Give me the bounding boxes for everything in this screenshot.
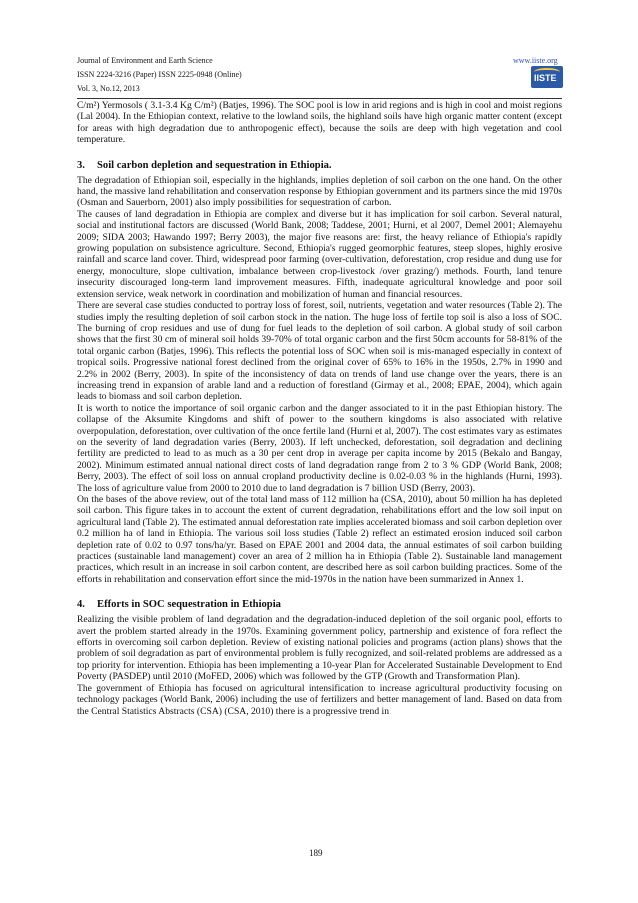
journal-name: Journal of Environment and Earth Science [77, 56, 213, 65]
paragraph: The causes of land degradation in Ethiopia are complex and diverse but it has implication for soil carbon. Several natural, social and institutional factors are discussed (World Bank, 2008; Taddese, 2001; Hurni, et al 2007, Demel 2001; Alemayehu 2009; SIDA 2003; Hawando 1997; Berry 2003), the major five reasons are: first, the heavy reliance of Ethiopia's rapidly growing population on subsistence agriculture. Second, Ethiopia's rugged geomorphic features, steep slopes, highly erosive rainfall and scarce land cover. Third, widespread poor farming (over-cultivation, deforestation, crop residue and dung use for energy, monoculture, slope cultivation, imbalance between crop-livestock /over grazing/) methods. Fourth, land tenure insecurity discouraged long-term land improvement measures. Fifth, inadequate agricultural knowledge and poor soil extension service, weak network in coordination and mobilization of human and financial resources. [77, 208, 562, 300]
section-number: 4. [77, 599, 85, 611]
journal-issn: ISSN 2224-3216 (Paper) ISSN 2225-0948 (Online) [77, 70, 242, 79]
paragraph: The government of Ethiopia has focused on agricultural intensification to increase agricultural productivity focusing on technology packages (World Bank, 2006) including the use of fertilizers and better management of land. Based on data from the Central Statistics Abstracts (CSA) (CSA, 2010) there is a progressive trend in [77, 682, 562, 717]
logo-text: IISTE [534, 73, 557, 83]
paragraph: The degradation of Ethiopian soil, especially in the highlands, implies depletion of soil carbon on the one hand. On the other hand, the massive land rehabilitation and conservation response by Ethiopian government and its partners since the mid 1970s (Osman and Sauerborn, 2001) also imply possibilities for sequestration of carbon. [77, 174, 562, 209]
iiste-logo [531, 66, 563, 88]
section-title: Soil carbon depletion and sequestration in Ethiopia. [97, 159, 332, 171]
journal-website-link[interactable]: www.iiste.org [513, 56, 558, 65]
section-title: Efforts in SOC sequestration in Ethiopia [97, 599, 281, 611]
article-body [77, 100, 562, 717]
paragraph: On the bases of the above review, out of the total land mass of 112 million ha (CSA, 2010), about 50 million ha has depleted soil carbon. This figure takes in to account the extent of current degradation, rehabilitations effort and the low soil input on agricultural land (Table 2). The estimated annual deforestation rate implies accelerated biomass and soil carbon depletion over 0.2 million ha of land in Ethiopia. The various soil loss studies (Table 2) reflect an estimated erosion induced soil carbon depletion rate of 0.02 to 0.97 tons/ha/yr. Based on EPAE 2001 and 2004 data, the annual estimates of soil carbon building practices (sustainable land management) cover an area of 2 million ha in Ethiopia (Table 2). Sustainable land management practices, which result in an increase in soil carbon content, are described here as soil carbon building practices. Some of the efforts in rehabilitation and conservation effort since the mid-1970s in the nation have been summarized in Annex 1. [77, 494, 562, 585]
paragraph: Realizing the visible problem of land degradation and the degradation-induced depletion of the soil organic pool, efforts to avert the problem started already in the 1970s. Examining government policy, partnership and existence of fora reflect the efforts in overcoming soil carbon depletion. Review of existing national policies and programs (action plans) shows that the problem of soil degradation as part of environmental problem is fully recognized, and soil-related problems are addressed as a top priority for intervention. Ethiopia has been implementing a 10-year Plan for Accelerated Sustainable Development to End Poverty (PASDEP) until 2010 (MoFED, 2006) which was followed by the GTP (Growth and Transformation Plan). [77, 614, 562, 683]
intro-paragraph: C/m²) Yermosols ( 3.1-3.4 Kg C/m²) (Batjes, 1996). The SOC pool is low in arid regions and is high in cool and moist regions (Lal 2004). In the Ethiopian context, relative to the lowland soils, the highland soils have high organic matter content (except for areas with high degradation due to anthropogenic effect), because the soils are deep with high vegetation and cool temperature. [77, 100, 562, 146]
section-number: 3. [77, 159, 85, 171]
page-number: 189 [309, 848, 323, 858]
journal-volume: Vol. 3, No.12, 2013 [77, 84, 140, 93]
paragraph: It is worth to notice the importance of soil organic carbon and the danger associated to it in the past Ethiopian history. The collapse of the Aksumite Kingdoms and shift of power to the southern kingdoms is also associated with relative overpopulation, deforestation, over cultivation of the once fertile land (Hurni et al, 2007). The cost estimates vary as estimates on the severity of land degradation varies (Berry, 2003). If left unchecked, deforestation, soil degradation and declining fertility are predicted to lead to as much as a 30 per cent drop in average per capita income by 2015 (Bekalo and Bangay, 2002). Minimum estimated annual national direct costs of land degradation range from 2 to 3 % GDP (World Bank, 2008; Berry, 2003). The effect of soil loss on annual cropland productivity decline is 0.02-0.03 % in the highlands (Hurni, 1993). The loss of agriculture value from 2000 to 2010 due to land degradation is 7 billion USD (Berry, 2003). [77, 402, 562, 494]
header-divider [77, 98, 562, 99]
section-heading-4 [77, 598, 562, 611]
section-heading-3 [77, 159, 562, 172]
paragraph: There are several case studies conducted to portray loss of forest, soil, nutrients, vegetation and water resources (Table 2). The studies imply the resulting depletion of soil carbon stock in the nation. The huge loss of fertile top soil is also a loss of SOC. The burning of crop residues and use of dung for fuel leads to the depletion of soil carbon. A global study of soil carbon shows that the first 30 cm of mineral soil holds 39-70% of total organic carbon and the first 50cm accounts for 58-81% of the total organic carbon (Batjes, 1996). This reflects the potential loss of SOC when soil is mis-managed especially in context of tropical soils. Progressive national forest declined from the original cover of 65% to 16% in the 1950s, 2.7% in 1990 and 2.2% in 2002 (Berry, 2003). In spite of the inconsistency of data on trends of land use change over the years, there is an increasing trend in expansion of arable land and a reduction of forestland (Girmay et al., 2008; EPAE, 2004), which again leads to biomass and soil carbon depletion. [77, 300, 562, 403]
